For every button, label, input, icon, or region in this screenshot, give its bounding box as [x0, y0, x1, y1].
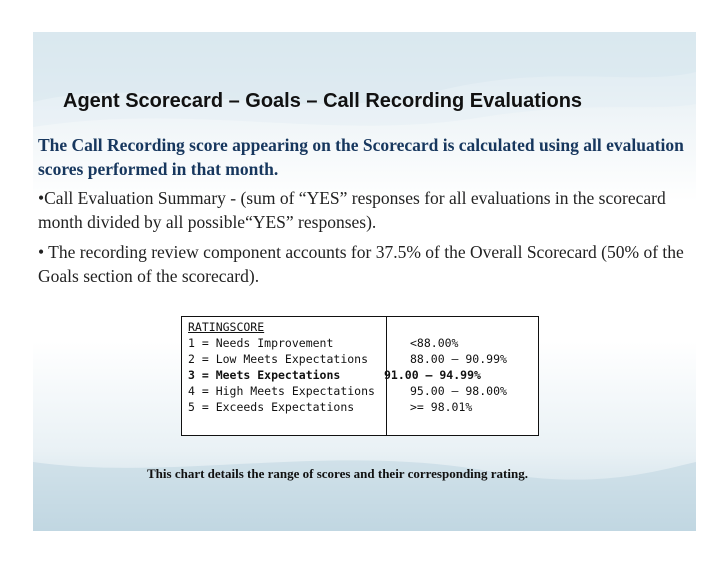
- rating-range: 95.00 – 98.00%: [410, 384, 507, 398]
- rating-label: 3 = Meets Expectations: [188, 368, 341, 382]
- rating-label: 2 = Low Meets Expectations: [188, 352, 369, 366]
- rating-range: <88.00%: [410, 336, 459, 350]
- bullet-recording-review-component: • The recording review component accounts for 37.5% of the Overall Scorecard (50% of the Goals section of the scorecard).: [38, 242, 684, 286]
- rating-range: 88.00 – 90.99%: [410, 352, 507, 366]
- table-caption: This chart details the range of scores and their corresponding rating.: [147, 466, 528, 481]
- rating-label: 5 = Exceeds Expectations: [188, 400, 355, 414]
- rating-table-header: RATINGSCORE: [188, 320, 265, 334]
- rating-label: 1 = Needs Improvement: [188, 336, 334, 350]
- slide: [33, 32, 696, 531]
- rating-range: >= 98.01%: [410, 400, 473, 414]
- bullet-call-evaluation-summary: •Call Evaluation Summary - (sum of “YES” responses for all evaluations in the scorecard month divided by all possible“YES” responses).: [38, 188, 666, 232]
- lead-text: The Call Recording score appearing on the Scorecard is calculated using all evaluation scores performed in that month.: [38, 135, 684, 179]
- rating-label: 4 = High Meets Expectations: [188, 384, 375, 398]
- slide-title: Agent Scorecard – Goals – Call Recording Evaluations: [63, 90, 583, 112]
- rating-range: 91.00 – 94.99%: [384, 368, 481, 382]
